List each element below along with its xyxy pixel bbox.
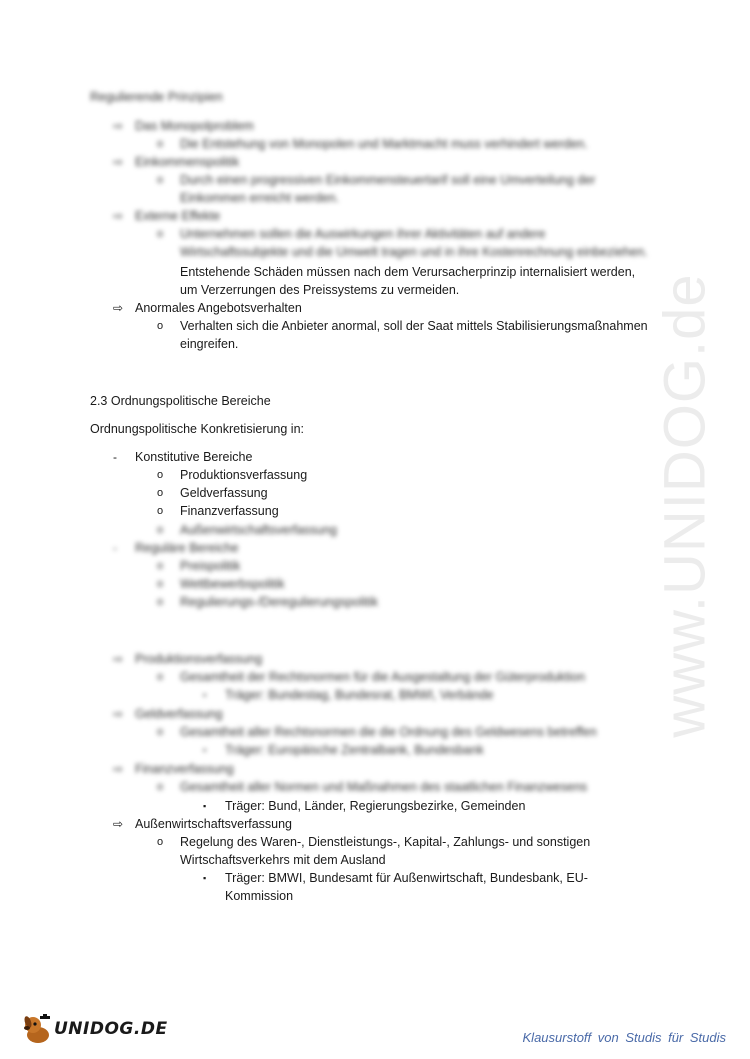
blurred-item: Das Monopolproblem: [135, 119, 254, 133]
blurred-heading: Regulierende Prinzipien: [90, 90, 223, 104]
blurred-item: Externe Effekte: [135, 209, 221, 223]
aussen-traeger: Träger: BMWI, Bundesamt für Außenwirtschaft, Bundesbank, EU-: [225, 871, 588, 885]
intro-text: Ordnungspolitische Konkretisierung in:: [90, 422, 305, 436]
blurred-subsubitem: Träger: Bundestag, Bundesrat, BMWI, Verbände: [225, 688, 494, 702]
blurred-item: Reguläre Bereiche: [135, 541, 239, 555]
square-bullet: ▪: [203, 801, 207, 811]
arrow-bullet: ⇨: [113, 817, 124, 831]
blurred-item: Einkommenspolitik: [135, 155, 240, 169]
circle-bullet: o: [157, 174, 164, 186]
circle-bullet: o: [157, 469, 164, 481]
dash-bullet: -: [113, 541, 117, 555]
aussen-subitem: Regelung des Waren-, Dienstleistungs-, Kapital-, Zahlungs- und sonstigen: [180, 835, 591, 849]
blurred-subitem: Wettbewerbspolitik: [180, 577, 285, 591]
square-bullet: ▪: [203, 690, 207, 700]
circle-bullet: o: [157, 524, 164, 536]
circle-bullet: o: [157, 560, 164, 572]
list-item-konstitutive: Konstitutive Bereiche: [135, 450, 253, 464]
arrow-bullet: ⇨: [113, 119, 124, 133]
watermark-text: www.UNIDOG.de: [652, 272, 718, 738]
external-effects-text: um Verzerrungen des Preissystems zu vermeiden.: [180, 283, 460, 297]
arrow-bullet: ⇨: [113, 301, 124, 315]
blurred-item: Geldverfassung: [135, 707, 223, 721]
list-item-aussen: Außenwirtschaftsverfassung: [135, 817, 293, 831]
circle-bullet: o: [157, 487, 164, 499]
section-heading: 2.3 Ordnungspolitische Bereiche: [90, 394, 271, 408]
dash-bullet: -: [113, 450, 117, 464]
blurred-subitem: Regulierungs-/Deregulierungspolitik: [180, 595, 379, 609]
blurred-subitem: Außenwirtschaftsverfassung: [180, 523, 338, 537]
blurred-subitem: Preispolitik: [180, 559, 241, 573]
circle-bullet: o: [157, 726, 164, 738]
blurred-subitem: Durch einen progressiven Einkommensteuertarif soll eine Umverteilung der: [180, 173, 596, 187]
blurred-item: Produktionsverfassung: [135, 652, 263, 666]
arrow-bullet: ⇨: [113, 707, 124, 721]
circle-bullet: o: [157, 596, 164, 608]
list-item-anormal: Anormales Angebotsverhalten: [135, 301, 302, 315]
aussen-subitem: Wirtschaftsverkehrs mit dem Ausland: [180, 853, 386, 867]
arrow-bullet: ⇨: [113, 652, 124, 666]
finanz-traeger: Träger: Bund, Länder, Regierungsbezirke, Gemeinden: [225, 799, 526, 813]
arrow-bullet: ⇨: [113, 209, 124, 223]
blurred-subitem: Gesamtheit aller Normen und Maßnahmen des staatlichen Finanzwesens: [180, 780, 588, 794]
square-bullet: ▪: [203, 873, 207, 883]
external-effects-text: Entstehende Schäden müssen nach dem Verursacherprinzip internalisiert werden,: [180, 265, 636, 279]
blurred-subitem: Gesamtheit aller Rechtsnormen die die Ordnung des Geldwesens betreffen: [180, 725, 597, 739]
circle-bullet: o: [157, 138, 164, 150]
anormal-subitem: eingreifen.: [180, 337, 239, 351]
logo-text: UNIDOG.DE: [54, 1019, 168, 1039]
dog-mascot-icon: [22, 1013, 52, 1045]
circle-bullet: o: [157, 578, 164, 590]
blurred-subitem: Unternehmen sollen die Auswirkungen ihrer Aktivitäten auf andere: [180, 227, 546, 241]
anormal-subitem: Verhalten sich die Anbieter anormal, soll der Saat mittels Stabilisierungsmaßnahmen: [180, 319, 648, 333]
arrow-bullet: ⇨: [113, 762, 124, 776]
circle-bullet: o: [157, 836, 164, 848]
circle-bullet: o: [157, 320, 164, 332]
arrow-bullet: ⇨: [113, 155, 124, 169]
circle-bullet: o: [157, 671, 164, 683]
circle-bullet: o: [157, 228, 164, 240]
konstitutive-subitem: Geldverfassung: [180, 486, 268, 500]
square-bullet: ▪: [203, 745, 207, 755]
konstitutive-subitem: Produktionsverfassung: [180, 468, 308, 482]
aussen-traeger: Kommission: [225, 889, 294, 903]
blurred-item: Finanzverfassung: [135, 762, 234, 776]
circle-bullet: o: [157, 505, 164, 517]
blurred-subitem: Einkommen erreicht werden.: [180, 191, 340, 205]
blurred-subitem: Wirtschaftssubjekte und die Umwelt tragen und in ihre Kostenrechnung einbeziehen.: [180, 245, 648, 259]
konstitutive-subitem: Finanzverfassung: [180, 504, 279, 518]
blurred-subitem: Gesamtheit der Rechtsnormen für die Ausgestaltung der Güterproduktion: [180, 670, 586, 684]
blurred-subitem: Die Entstehung von Monopolen und Marktmacht muss verhindert werden.: [180, 137, 588, 151]
unidog-logo: [22, 1012, 168, 1046]
circle-bullet: o: [157, 781, 164, 793]
footer-tagline: Klausurstoff von Studis für Studis: [522, 1030, 726, 1045]
blurred-subsubitem: Träger: Europäische Zentralbank, Bundesbank: [225, 743, 484, 757]
watermark: [640, 270, 730, 740]
